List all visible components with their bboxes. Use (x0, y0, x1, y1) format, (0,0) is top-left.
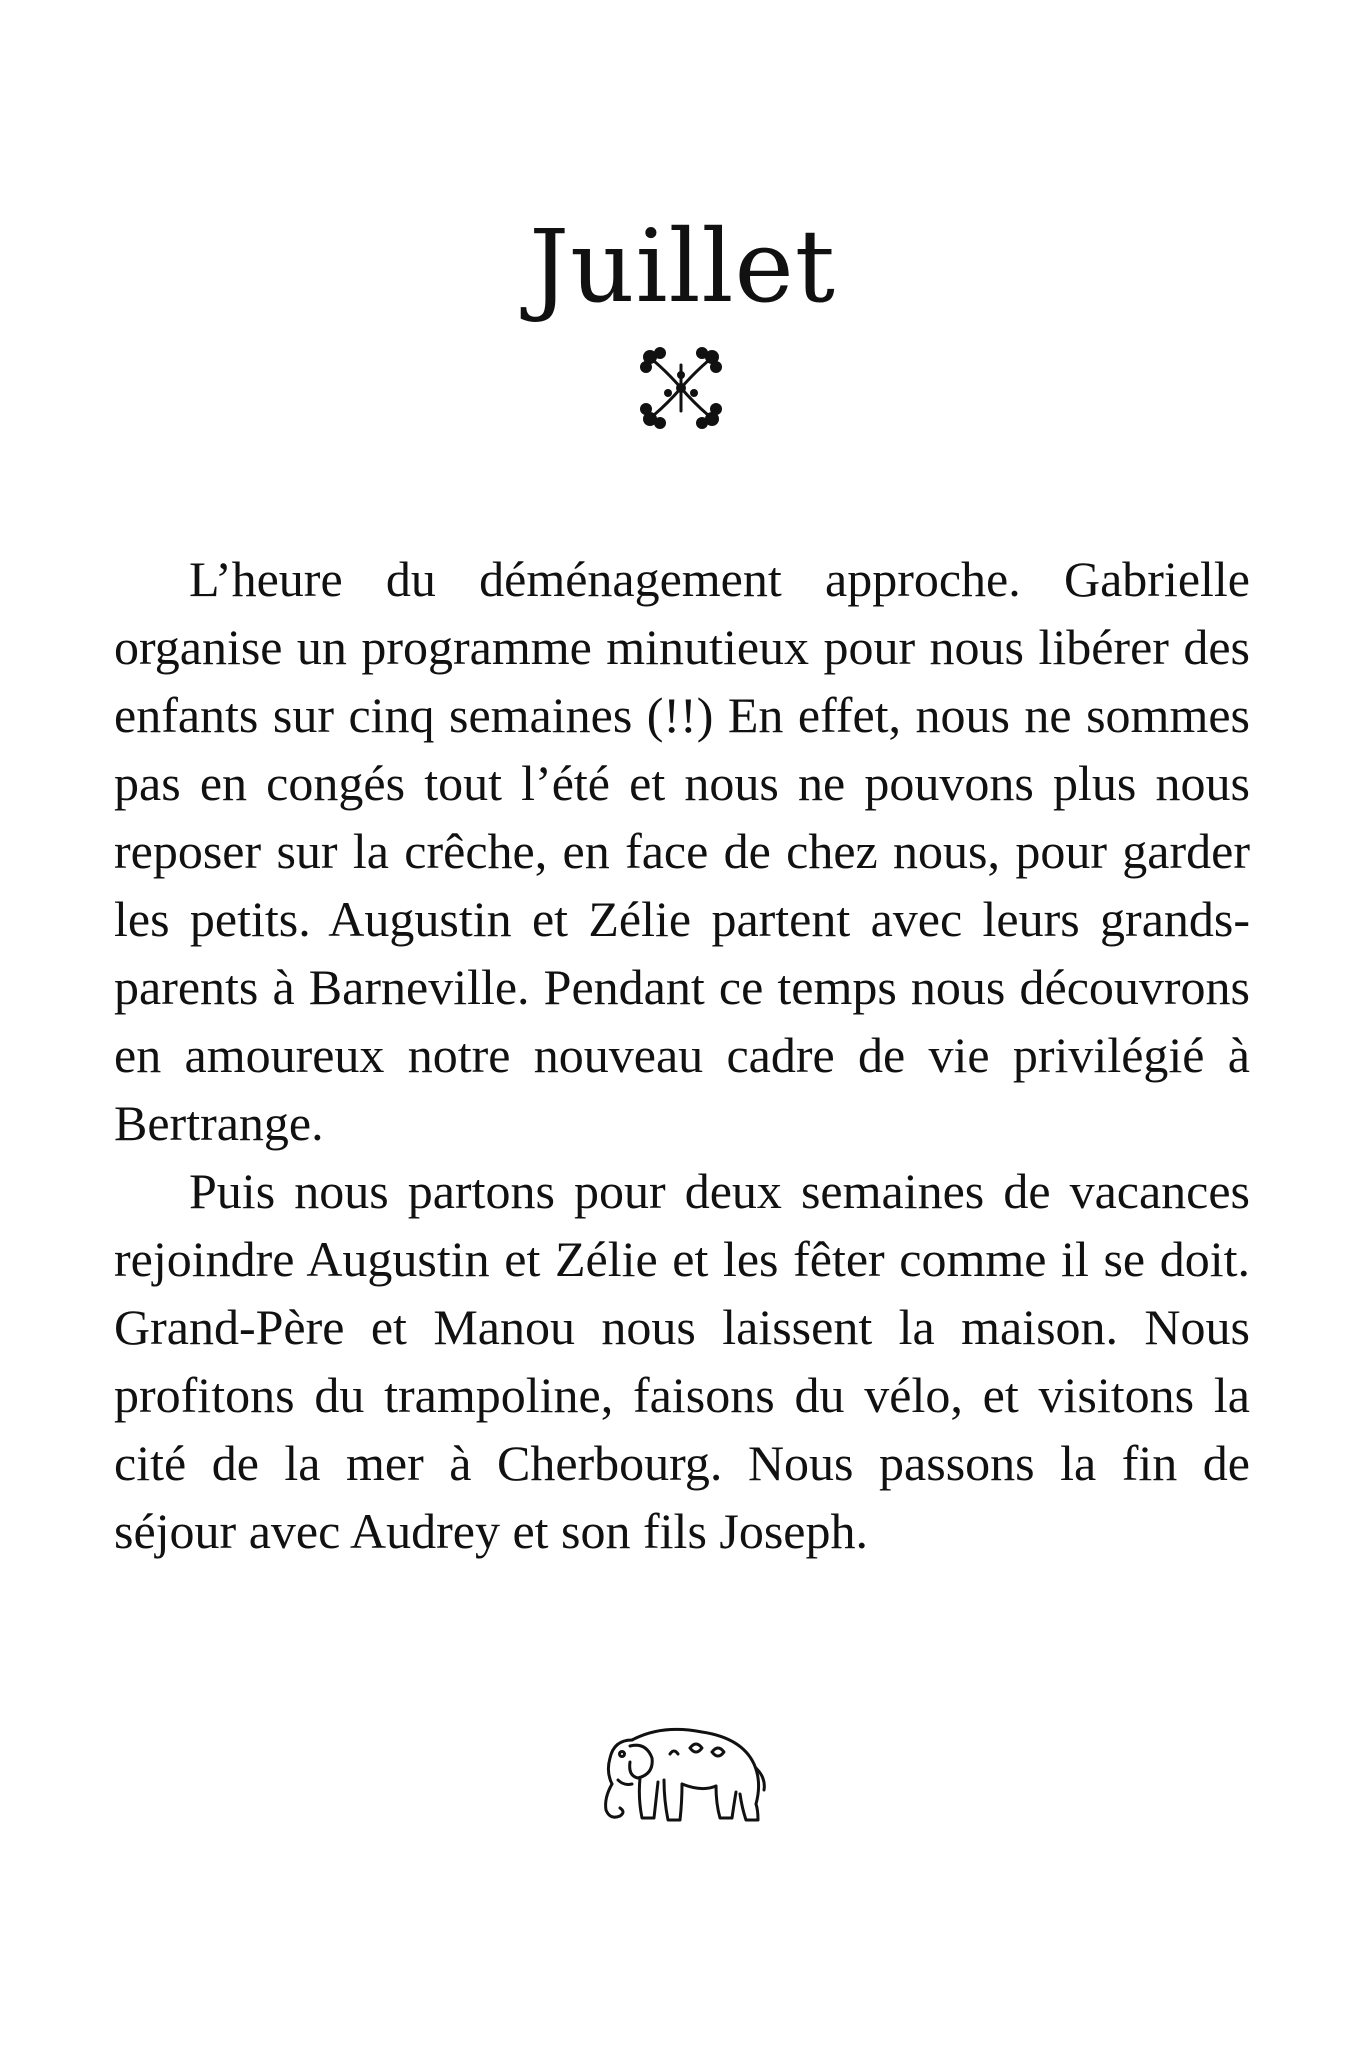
page-title: Juillet (529, 208, 836, 325)
paragraph-1: L’heure du déménagement approche. Gabrielle organise un programme minutieux pour nous libérer des enfants sur cinq semaines (!!) En effet, nous ne sommes pas en congés tout l’été et nous ne pouvons plus nous reposer sur la crêche, en face de chez nous, pour garder les petits. Augustin et Zélie partent avec leurs grands-parents à Barneville. Pendant ce temps nous découvrons en amoureux notre nouveau cadre de vie privilégié à Bertrange. (114, 551, 1250, 1151)
paragraph-2: Puis nous partons pour deux semaines de vacances rejoindre Augustin et Zélie et les fêter comme il se doit. Grand-Père et Manou nous laissent la maison. Nous profitons du trampoline, faisons du vélo, et visitons la cité de la mer à Cherbourg. Nous passons la fin de séjour avec Audrey et son fils Joseph. (114, 1163, 1250, 1559)
floral-ornament-icon (638, 345, 724, 431)
elephant-icon (592, 1718, 772, 1833)
body-text (114, 545, 1250, 1565)
